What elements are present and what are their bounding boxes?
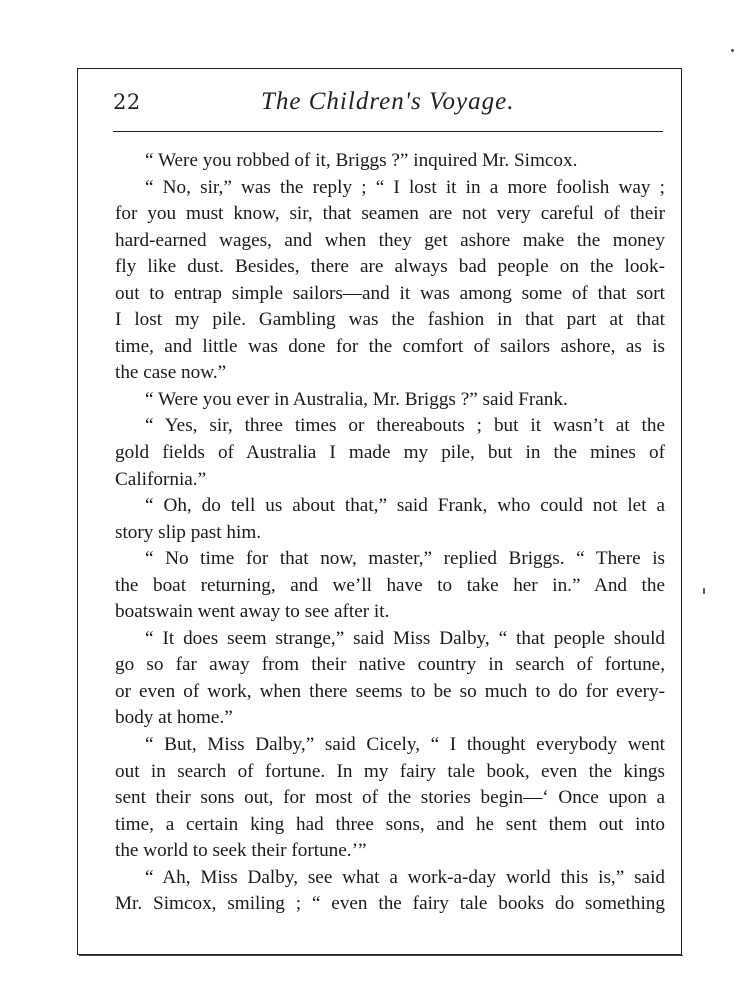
text-line: boatswain went away to see after it.: [115, 601, 390, 623]
text-line: I lost my pile. Gambling was the fashion in that part at that: [115, 309, 665, 331]
running-title: The Children's Voyage.: [261, 88, 515, 115]
text-line: “ But, Miss Dalby,” said Cicely, “ I thought everybody went: [145, 734, 665, 756]
text-line: “ No time for that now, master,” replied Briggs. “ There is: [145, 548, 665, 570]
text-line: go so far away from their native country in search of fortune,: [115, 654, 665, 676]
text-line: sent their sons out, for most of the stories begin—‘ Once upon a: [115, 787, 665, 809]
running-header: [113, 88, 663, 124]
text-line: or even of work, when there seems to be so much to do for every-: [115, 680, 665, 702]
text-line: the world to seek their fortune.’”: [115, 840, 367, 862]
text-line: the boat returning, and we’ll have to take her in.” And the: [115, 574, 665, 596]
text-line: “ It does seem strange,” said Miss Dalby, “ that people should: [145, 627, 665, 649]
text-line: body at home.”: [115, 707, 233, 729]
text-line: out to entrap simple sailors—and it was among some of that sort: [115, 282, 665, 304]
text-line: California.”: [115, 468, 207, 490]
body-text: [115, 148, 665, 918]
text-line: “ Were you robbed of it, Briggs ?” inquired Mr. Simcox.: [145, 150, 578, 171]
paper-speck: [731, 49, 734, 52]
text-line: “ No, sir,” was the reply ; “ I lost it in a more foolish way ;: [145, 176, 665, 198]
text-line: hard-earned wages, and when they get ashore make the money: [115, 229, 665, 251]
paper-speck: [703, 588, 705, 594]
text-line: Mr. Simcox, smiling ; “ even the fairy tale books do something: [115, 893, 665, 915]
text-line: “ Yes, sir, three times or thereabouts ; but it wasn’t at the: [145, 415, 665, 437]
text-line: out in search of fortune. In my fairy tale book, even the kings: [115, 760, 665, 782]
text-line: “ Were you ever in Australia, Mr. Briggs ?” said Frank.: [145, 388, 568, 410]
text-line: for you must know, sir, that seamen are not very careful of their: [115, 203, 665, 225]
text-line: time, and little was done for the comfort of sailors ashore, as is: [115, 335, 665, 357]
text-line: gold fields of Australia I made my pile, but in the mines of: [115, 442, 665, 464]
text-line: “ Oh, do tell us about that,” said Frank, who could not let a: [145, 495, 665, 517]
page-number: 22: [113, 90, 141, 114]
text-line: the case now.”: [115, 362, 227, 384]
header-rule: [113, 131, 663, 132]
page-border-bottom-rule: [79, 952, 683, 956]
text-line: time, a certain king had three sons, and he sent them out into: [115, 813, 665, 835]
text-line: “ Ah, Miss Dalby, see what a work-a-day world this is,” said: [145, 866, 665, 888]
text-line: story slip past him.: [115, 521, 262, 543]
text-line: fly like dust. Besides, there are always bad people on the look-: [115, 256, 665, 278]
